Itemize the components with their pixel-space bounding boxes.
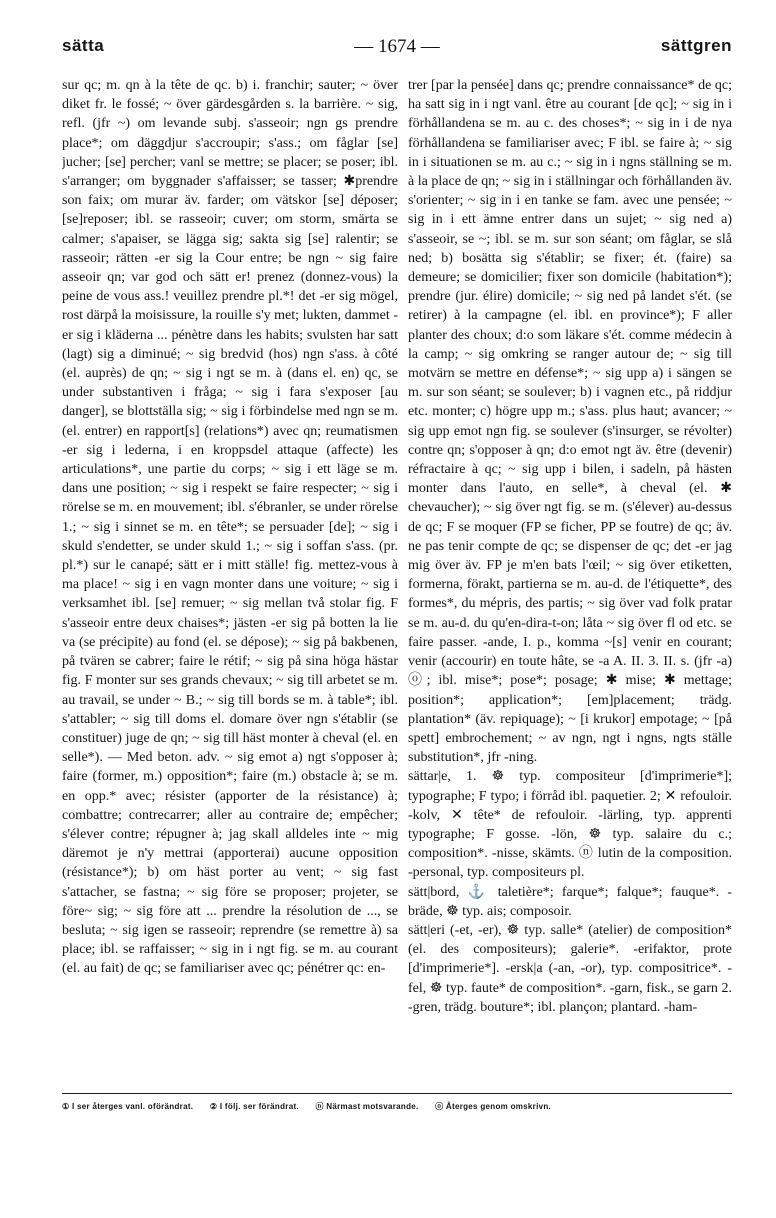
legend-item: ⓞ Återges genom omskrivn.: [435, 1102, 552, 1111]
legend-item: ⓝ Närmast motsvarande.: [315, 1102, 419, 1111]
right-running-headword: sättgren: [660, 36, 732, 55]
legend-item: ② I följ. ser förändrat.: [209, 1102, 299, 1111]
dictionary-entry-sattare: sättar|e, 1. ☸ typ. compositeur [d'imprimerie*]; typographe; F typo; i förråd ibl. paquetier. 2; ✕ refouloir. -kolv, ✕ tête* de refouloir. -lärling, typ. apprenti typographe; F gosse. -lön, ☸ typ. salaire du c.; composition*. -nisse, skämts. ⓝ lutin de la composition. -personal, typ. compositeurs pl.: [408, 769, 732, 881]
dictionary-entry-continued: trer [par la pensée] dans qc; prendre connaissance* de qc; ha satt sig in i ngt vanl. être au courant [de qc]; ~ sig in i förhållandena se m. au c. des choses*; ~ sig in i de nya förhållandena se familiariser avec; F ibl. se faire à; ~ sig in i situationen se m. au c.; ~ sig in i ngns ställning se m. à la place de qn; ~ sig in i ställningar och förhållanden äv. s'orienter; ~ sig in i en tanke se fam. avec une pensée; ~ sig in i ett ämne entrer dans un sujet; ~ sig ned a) s'asseoir, se ~; ibl. se m. sur son séant; om fåglar, se slå ned; b) bosätta sig s'établir; se fixer; ét. (faire) sa demeure; se domicilier; fixer son domicile (habitation*); prendre (jur. élire) domicile; ~ sig ned på landet s'ét. (se retirer) à la campagne (el. ibl. en province*); F aller planter des choux; d:o som läkare s'ét. comme médecin à la camp; ~ sig omkring se ranger autour de; ~ sig till motvärn se mettre en défense*; ~ sig upp a) i sängen se m. sur son séant; se soulever; b) i vagnen etc., på riddjur etc. monter; c) högre upp m.; s'ass. plus haut; avancer; ~ sig upp emot ngn fig. se soulever (s'insurger, se révolter) contre qn; s'opposer à qn; d:o emot ngt äv. être (devenir) réfractaire à qc; ~ sig upp i bilen, i sadeln, på hästen monter dans l'auto, en selle*, à cheval (el. ✱ chevaucher); ~ sig över ngt fig. se m. (s'élever) au-dessus de qc; F se moquer (FP se ficher, PP se foutre) de qc; äv. ne pas tenir compte de qc; se dispenser de qc; det -er jag mig över äv. FP je m'en bats l'œil; ~ sig över etiketten, formerna, förakt, partierna se m. au-d. de l'étiquette*, des formes*, du mépris, des partis; ~ sig över vad folk pratar se m. au-d. du qu'en-dira-t-on; låta ~ sig över fl od etc. se faire passer. -ande, I. p., komma ~[s] venir en courant; venir (accourir) en toute hâte, se -a A. II. 3. II. s. (jfr -a) ⓞ; ibl. mise*; pose*; posage; ✱ mise; ✱ mettage; position*; application*; [em]placement; trädg. plantation* (äv. repiquage); ~ [i krukor] empotage; ~ [på spett] embrochement; ~ av ngn, ngt i ngns, ngts ställe substitution*, jfr -ning.: [408, 78, 732, 766]
footer-rule: [62, 1093, 732, 1094]
dictionary-entry-sattbord: sätt|bord, ⚓ taletière*; farque*; falque*; fauque*. -bräde, ☸ typ. ais; composoir.: [408, 884, 732, 919]
page-number: — 1674 —: [354, 36, 440, 57]
footer-legend: [62, 1101, 762, 1112]
left-column: [62, 76, 398, 1086]
dictionary-entry-satteri: sätt|eri (-et, -er), ☸ typ. salle* (atelier) de composition* (el. des compositeurs); galerie*. -erifaktor, prote [d'imprimerie*]. -ersk|a (-an, -or), typ. compositrice*. -fel, ☸ typ. faute* de composition*. -garn, fisk., se garn 2. -gren, trädg. bouture*; ibl. plançon; plantard. -ham-: [408, 922, 732, 1015]
page-header: [62, 36, 732, 70]
dictionary-entry-continued: sur qc; m. qn à la tête de qc. b) i. franchir; sauter; ~ över diket fr. le fossé; ~ över gärdesgården s. la barrière. ~ sig, refl. (jfr ~) om levande subj. s'asseoir; ngn gs prendre place*; om däggdjur s'accroupir; s'ass.; om fåglar [se] jucher; [se] percher; vanl se mettre; se placer; se poser; ibl. s'arranger; om byggnader s'affaisser; se tasser; ✱prendre son faix; om murar äv. farder; om vätskor [se] déposer; [se]reposer; ibl. se rasseoir; cuver; om storm, smärta se calmer; s'apaiser, se lägga sig; sakta sig [se] ralentir; se rasseoir; rätten -er sig la Cour entre; be ngn ~ sig faire asseoir qn; var god och sätt er! prenez (donnez-vous) la peine de vous ass.! veuillez prendre pl.*! det -er sig mögel, rost därpå la moisissure, la rouille s'y met; lukten, dammet -er sig i kläderna ... pénètre dans les habits; svulsten har satt (lagt) sig a diminué; ~ sig bredvid (hos) ngn s'ass. à côté (el. auprès) de qn; ~ sig i ngt se m. à (dans el. en) qc, se under substantiven i fråga; ~ sig i fara s'exposer [au danger], se blottställa sig; ~ sig i förbindelse med ngn se m. (el. entrer) en rapport[s] (relations*) avec qn; reumatismen -er sig i lederna, i en kroppsdel attaque (affecte) les articulations*, une partie du corps; ~ sig i ett läge se m. dans une position; ~ sig i respekt se faire respecter; ~ sig i rörelse se m. en mouvement; ibl. s'ébranler, se under rörelse 1.; ~ sig i sinnet se m. en tête*; se persuader [de]; ~ sig i skuld s'endetter, se under skuld 1.; ~ sig i soffan s'ass. (pr. pl.*) sur le canapé; sätt er i mitt ställe! fig. mettez-vous à ma place! ~ sig i en vagn monter dans une voiture; ~ sig i verksamhet ibl. [se] remuer; ~ sig mellan två stolar fig. F s'asseoir entre deux chaises*; jästen -er sig på botten la lie va (se précipite) au fond (el. se dépose); ~ sig på bakbenen, på tvären se cabrer; faire le rétif; ~ sig på sina höga hästar fig. F monter sur ses grands chevaux; ~ sig till arbetet se m. au travail, se under ~ B.; ~ sig till bords se m. à table*; ibl. s'attabler; ~ sig till doms el. domare över ngn s'établir (se constituer) juge de qn; ~ sig till häst monter à cheval (el. en selle*). — Med beton. adv. ~ sig emot a) ngt s'opposer à; faire (former, m.) opposition*; faire (m.) obstacle à; se m. en opp.* avec; résister (apporter de la résistance) à; combattre; contrecarrer; aller au contraire de; empêcher; s'élever contre; répugner à; jag skall alldeles inte ~ mig däremot je n'y mettrai (apporterai) aucune opposition (résistance*); b) om häst porter au vent; ~ sig fast s'attacher, se fastna; ~ sig före se proposer; projeter, se före~ sig; ~ sig före att ... prendre la résolution de ..., se besluta; ~ sig igen se rasseoir; reprendre (se remettre à) sa place; ibl. se raffaisser; ~ sig in i ngt fig. se m. au courant (el. au fait) de qc; se familiariser avec qc; pénétrer qc: en-: [62, 78, 398, 977]
legend-item: ① I ser återges vanl. oförändrat.: [62, 1102, 194, 1111]
left-running-headword: sätta: [62, 36, 105, 55]
right-column: [408, 76, 732, 1086]
